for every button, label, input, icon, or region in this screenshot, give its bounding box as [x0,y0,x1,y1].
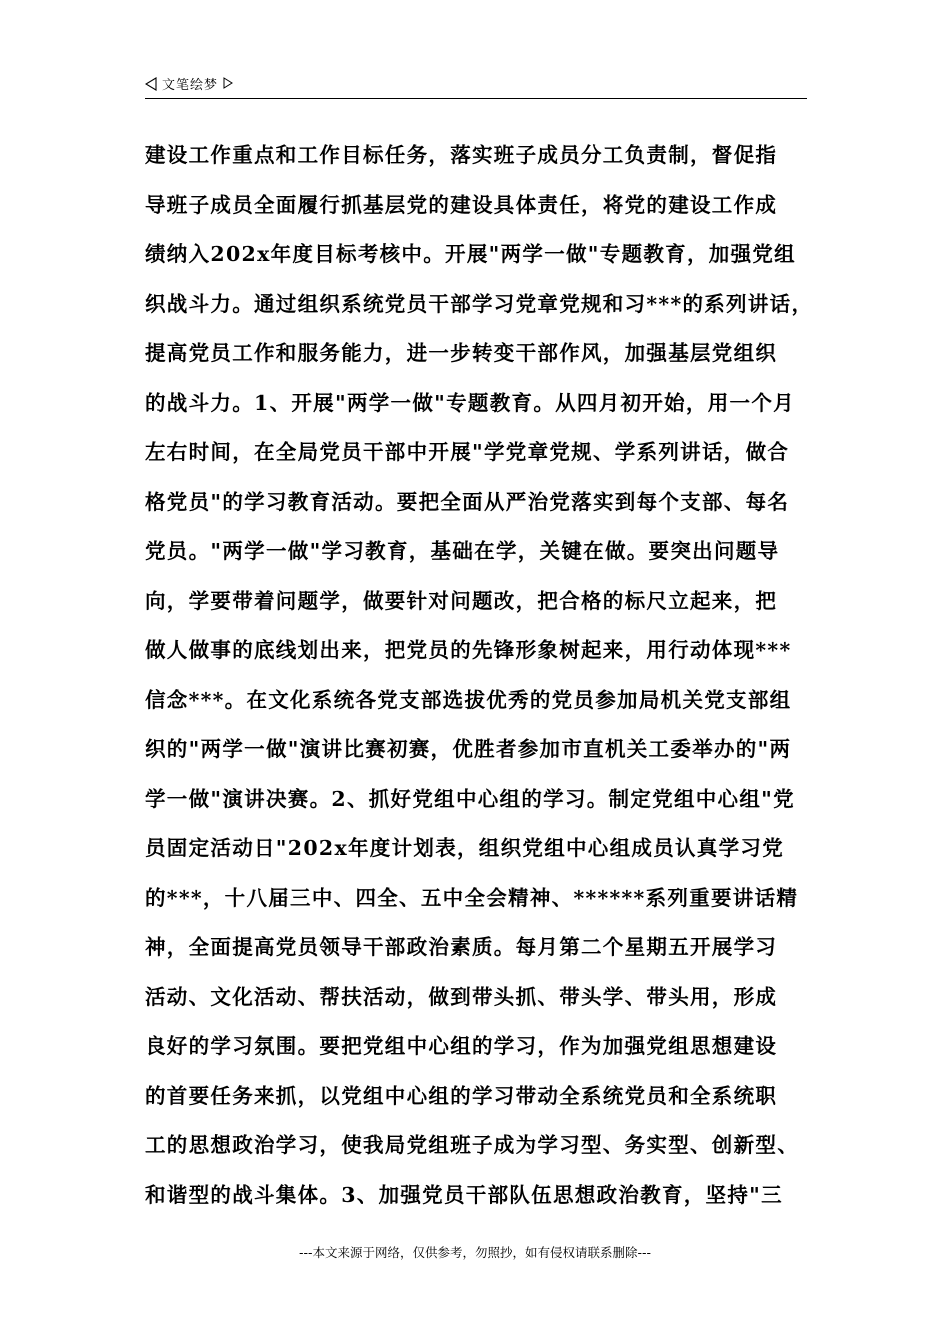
triangle-right-icon [223,77,235,91]
document-body [145,131,827,1220]
text-line: 活动、文化活动、帮扶活动，做到带头抓、带头学、带头用，形成 [145,984,778,1009]
text-line: 织的"两学一做"演讲比赛初赛，优胜者参加市直机关工委举办的"两 [145,737,792,761]
page-footer-disclaimer: ---本文来源于网络，仅供参考，勿照抄，如有侵权请联系删除--- [298,1245,652,1260]
text-line: 的战斗力。1、开展"两学一做"专题教育。从四月初开始，用一个月 [145,390,795,415]
triangle-left-icon [145,77,157,91]
text-line: 导班子成员全面履行抓基层党的建设具体责任，将党的建设工作成 [145,192,778,217]
text-line: 格党员"的学习教育活动。要把全面从严治党落实到每个支部、每名 [145,489,790,514]
text-line: 党员。"两学一做"学习教育，基础在学，关键在做。要突出问题导 [145,539,780,563]
text-line: 信念***。在文化系统各党支部选拔优秀的党员参加局机关党支部组 [145,687,792,712]
header-title: 文笔绘梦 [162,78,219,93]
header-brand [145,74,235,93]
text-line: 工的思想政治学习，使我局党组班子成为学习型、务实型、创新型、 [145,1133,799,1157]
text-line: 绩纳入202x年度目标考核中。开展"两学一做"专题教育，加强党组 [145,242,796,266]
text-line: 建设工作重点和工作目标任务，落实班子成员分工负责制，督促指 [145,143,778,167]
text-line: 织战斗力。通过组织系统党员干部学习党章党规和习***的系列讲话， [145,291,814,316]
text-line: 神，全面提高党员领导干部政治素质。每月第二个星期五开展学习 [145,935,778,959]
page-header [145,72,807,99]
text-line: 左右时间，在全局党员干部中开展"学党章党规、学系列讲话，做合 [145,440,790,464]
text-line: 学一做"演讲决赛。2、抓好党组中心组的学习。制定党组中心组"党 [145,786,795,811]
text-line: 提高党员工作和服务能力，进一步转变干部作风，加强基层党组织 [145,341,778,365]
text-line: 员固定活动日"202x年度计划表，组织党组中心组成员认真学习党 [145,836,784,860]
text-line: 和谐型的战斗集体。3、加强党员干部队伍思想政治教育，坚持"三 [145,1182,783,1207]
text-line: 良好的学习氛围。要把党组中心组的学习，作为加强党组思想建设 [145,1034,778,1058]
text-line: 的首要任务来抓，以党组中心组的学习带动全系统党员和全系统职 [145,1083,778,1108]
text-line: 的***，十八届三中、四全、五中全会精神、******系列重要讲话精 [145,885,799,910]
text-line: 向，学要带着问题学，做要针对问题改，把合格的标尺立起来，把 [145,588,778,613]
text-line: 做人做事的底线划出来，把党员的先锋形象树起来，用行动体现*** [145,638,792,662]
